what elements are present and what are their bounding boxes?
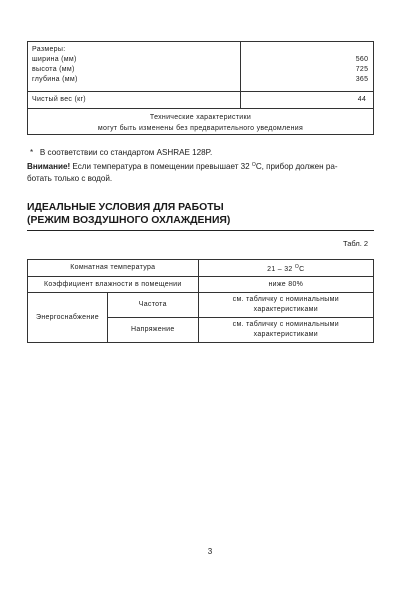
room-temp-unit: С (299, 265, 305, 273)
width-value: 560 (355, 56, 369, 63)
frequency-value-line2: характеристиками (253, 306, 318, 313)
warning-text-after: С, прибор должен ра- (255, 162, 338, 171)
depth-label: глубина (мм) (32, 76, 78, 83)
frequency-value (198, 293, 373, 318)
dimensions-label-cell (28, 42, 241, 92)
frequency-label: Частота (107, 293, 198, 318)
page-number: 3 (207, 547, 213, 556)
height-value: 725 (355, 66, 369, 73)
height-label: высота (мм) (32, 66, 75, 73)
warning-text-before: Если температура в помещении превышает 32 (72, 162, 250, 171)
spec-note-line1: Технические характеристики (149, 114, 252, 121)
spec-note-row (28, 109, 374, 135)
depth-value: 365 (355, 76, 369, 83)
frequency-value-line1: см. табличку с номинальными (232, 296, 339, 303)
degree-mark: O (251, 162, 256, 168)
dimensions-value-cell (241, 42, 374, 92)
degree-mark: O (294, 263, 300, 270)
footnotes (27, 147, 377, 185)
room-temperature-value (198, 260, 373, 277)
heading-line1: ИДЕАЛЬНЫЕ УСЛОВИЯ ДЛЯ РАБОТЫ (27, 202, 224, 213)
section-heading (27, 201, 374, 231)
specifications-table (27, 41, 374, 135)
warning-label: Внимание! (27, 162, 71, 171)
operating-conditions-table (27, 259, 374, 343)
weight-value: 44 (357, 96, 367, 103)
footnote-text: В соответствии со стандартом ASHRAE 128P. (39, 148, 213, 157)
weight-value-cell (241, 92, 374, 109)
warning-note (27, 159, 377, 173)
room-temperature-label: Комнатная температура (28, 260, 199, 277)
standard-footnote (27, 147, 377, 159)
voltage-value (198, 318, 373, 343)
room-temperature-row (28, 260, 374, 277)
humidity-value: ниже 80% (198, 277, 373, 293)
dimensions-row (28, 42, 374, 92)
heading-line2: (РЕЖИМ ВОЗДУШНОГО ОХЛАЖДЕНИЯ) (27, 215, 231, 226)
spec-note-line2: могут быть изменены без предварительного уведомления (97, 125, 304, 132)
voltage-value-line2: характеристиками (253, 331, 318, 338)
power-supply-label: Энергоснабжение (28, 293, 108, 343)
warning-note-line2: ботать только с водой. (27, 174, 113, 183)
dimensions-label: Размеры: (32, 46, 66, 53)
weight-row (28, 92, 374, 109)
humidity-row (28, 277, 374, 293)
spec-note-cell (28, 109, 374, 135)
weight-label: Чистый вес (кг) (28, 92, 241, 109)
table-caption: Табл. 2 (343, 239, 369, 248)
footnote-star: * (30, 148, 34, 157)
width-label: ширина (мм) (32, 56, 77, 63)
room-temp-range: 21 – 32 (267, 265, 293, 273)
voltage-label: Напряжение (107, 318, 198, 343)
frequency-row (28, 293, 374, 318)
humidity-label: Коэффициент влажности в помещении (28, 277, 199, 293)
voltage-value-line1: см. табличку с номинальными (232, 321, 339, 328)
